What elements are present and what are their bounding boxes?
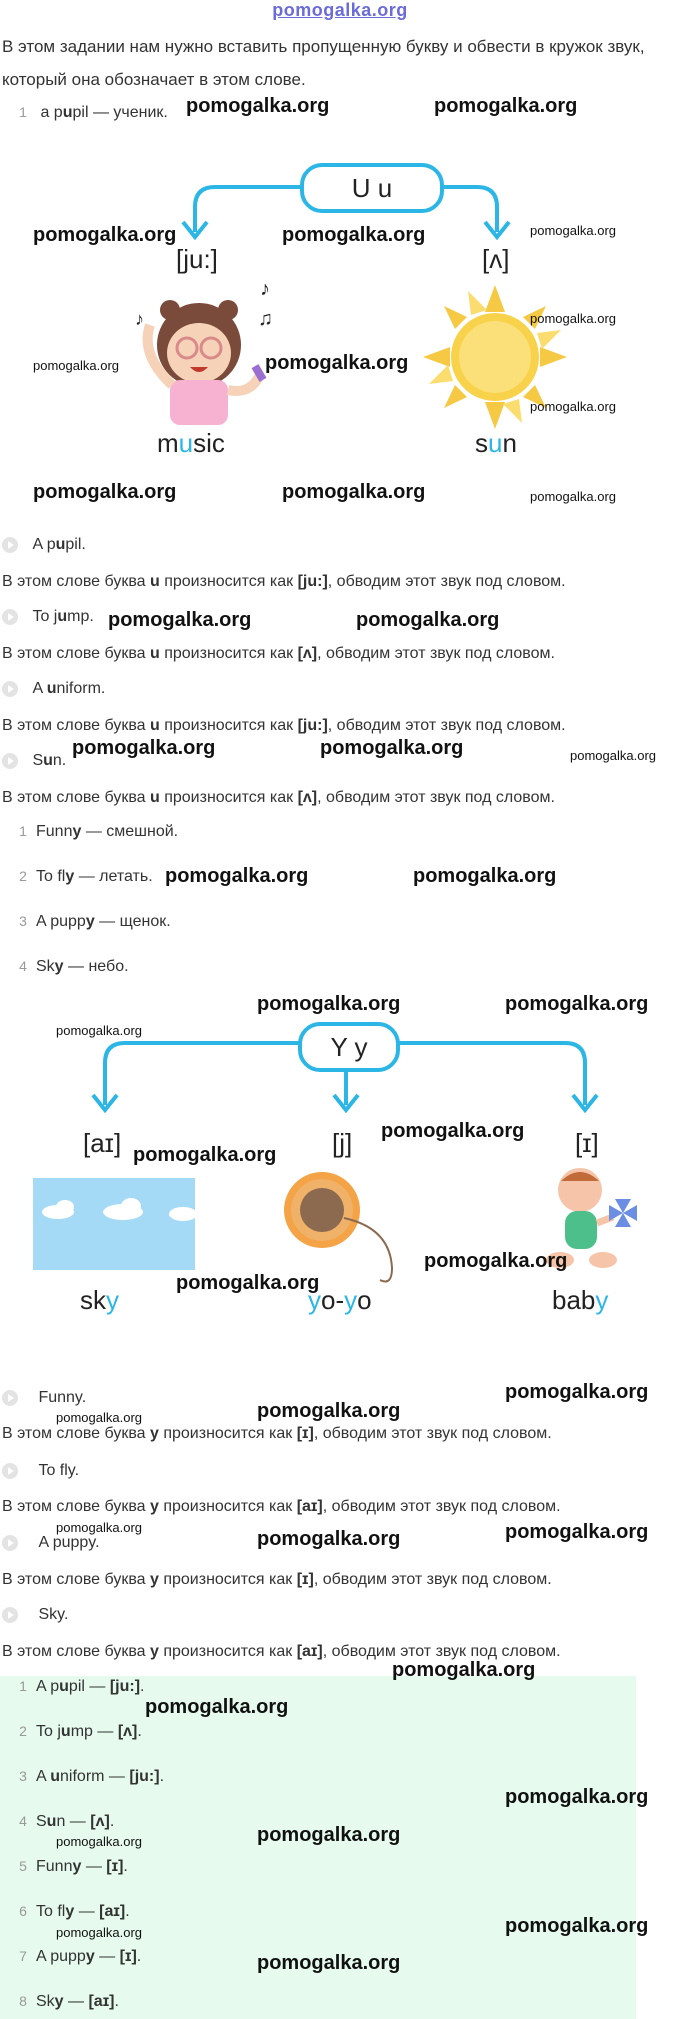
answer-sound: [aɪ]: [99, 1903, 126, 1920]
answer-text: —: [81, 1858, 107, 1875]
answer-number: 7: [19, 1948, 27, 1964]
expl-letter: y: [149, 1425, 159, 1442]
ex-text: niform.: [56, 680, 106, 697]
watermark: pomogalka.org: [530, 223, 616, 238]
expl-sound: [ɪ]: [296, 1571, 314, 1588]
watermark: pomogalka.org: [72, 737, 216, 759]
watermark: pomogalka.org: [33, 224, 177, 246]
watermark: pomogalka.org: [257, 993, 401, 1015]
expl-text: произносится как: [158, 1571, 297, 1588]
expl-sound: [ɪ]: [296, 1425, 314, 1442]
answer-text: .: [123, 1858, 128, 1875]
y-explanation-2: [2, 1498, 561, 1516]
word-baby: [552, 1285, 608, 1316]
word-sky: [80, 1285, 119, 1316]
watermark: pomogalka.org: [356, 609, 500, 631]
answer-5: [10, 1858, 128, 1876]
item-text-pre: a p: [40, 104, 63, 121]
item-text: To fl: [36, 868, 66, 885]
answer-text: niform —: [60, 1768, 130, 1785]
expl-text: произносится как: [158, 1425, 297, 1442]
expl-text: В этом слове буква: [2, 717, 150, 734]
example-2: [2, 608, 94, 626]
play-audio-icon[interactable]: [2, 609, 18, 625]
answer-text: .: [159, 1768, 165, 1785]
item-letter: y: [54, 958, 64, 975]
answer-letter: u: [59, 1678, 69, 1695]
watermark: pomogalka.org: [33, 358, 119, 373]
word-part: s: [475, 428, 488, 458]
answer-text: n —: [56, 1813, 91, 1830]
answer-letter: u: [60, 1723, 71, 1740]
watermark: pomogalka.org: [392, 1659, 536, 1681]
explanation-2: [2, 645, 555, 663]
answer-text: Funn: [36, 1858, 73, 1875]
answer-8: [10, 1993, 119, 2011]
answer-number: 6: [19, 1903, 27, 1919]
watermark: pomogalka.org: [320, 737, 464, 759]
ex-letter: u: [57, 608, 68, 625]
explanation-1: [2, 573, 566, 591]
answer-sound: [ʌ]: [90, 1813, 110, 1830]
word-part: o-: [321, 1285, 345, 1315]
explanation-4: [2, 789, 555, 807]
expl-text: произносится как: [159, 789, 298, 806]
ex-letter: u: [43, 752, 53, 769]
word-part: m: [157, 428, 179, 458]
watermark: pomogalka.org: [56, 1834, 142, 1849]
watermark: pomogalka.org: [56, 1520, 142, 1535]
ex-text: A p: [32, 536, 56, 553]
answer-text: mp —: [70, 1723, 118, 1740]
item-text: — летать.: [74, 868, 153, 885]
word-music: [157, 428, 225, 459]
task2-item-2: [10, 868, 153, 886]
answer-2: [10, 1723, 142, 1741]
expl-text: , обводим этот звук под словом.: [313, 1571, 552, 1588]
expl-text: , обводим этот звук под словом.: [317, 645, 555, 662]
answer-letter: y: [54, 1993, 64, 2010]
watermark: pomogalka.org: [257, 1528, 401, 1550]
item-text: — небо.: [63, 958, 129, 975]
watermark: pomogalka.org: [257, 1400, 401, 1422]
answer-text: Sk: [36, 1993, 55, 2010]
answer-sound: [aɪ]: [88, 1993, 115, 2010]
answer-number: 8: [19, 1993, 27, 2009]
watermark: pomogalka.org: [434, 95, 578, 117]
task-intro: В этом задании нам нужно вставить пропущенную букву и обвести в кружок звук, который она обозначает в этом слове.: [2, 37, 645, 89]
expl-text: произносится как: [159, 717, 298, 734]
word-part: n: [502, 428, 517, 458]
answer-number: 2: [19, 1723, 27, 1739]
expl-sound: [aɪ]: [296, 1643, 323, 1660]
watermark: pomogalka.org: [108, 609, 252, 631]
answer-3: [10, 1768, 164, 1786]
watermark: pomogalka.org: [56, 1410, 142, 1425]
expl-sound: [aɪ]: [296, 1498, 323, 1515]
watermark: pomogalka.org: [424, 1250, 568, 1272]
watermark: pomogalka.org: [505, 993, 649, 1015]
watermark: pomogalka.org: [133, 1144, 277, 1166]
expl-sound: [ju:]: [297, 717, 328, 734]
word-highlight: u: [178, 428, 194, 458]
y-example-2: [2, 1462, 79, 1480]
answer-6: [10, 1903, 130, 1921]
expl-text: В этом слове буква: [2, 1643, 150, 1660]
word-part: sk: [80, 1285, 106, 1315]
explanation-3: [2, 717, 566, 735]
ex-text: n.: [52, 752, 67, 769]
watermark: pomogalka.org: [413, 865, 557, 887]
expl-sound: [ʌ]: [297, 789, 318, 806]
answer-text: To fl: [36, 1903, 66, 1920]
watermark: pomogalka.org: [257, 1952, 401, 1974]
site-logo[interactable]: pomogalka.org: [272, 0, 408, 20]
expl-letter: u: [149, 573, 160, 590]
expl-letter: u: [149, 717, 160, 734]
ex-text: Funny.: [38, 1389, 87, 1406]
ex-text: A puppy.: [38, 1534, 100, 1551]
answer-1: [10, 1678, 144, 1696]
u-letter-box: U u: [300, 163, 444, 213]
item-text: — смешной.: [81, 823, 179, 840]
watermark: pomogalka.org: [186, 95, 330, 117]
item-text: A pupp: [36, 913, 86, 930]
expl-text: произносится как: [159, 645, 298, 662]
answer-letter: y: [72, 1858, 82, 1875]
answer-letter: u: [50, 1768, 61, 1785]
svg-text:♪: ♪: [135, 309, 144, 329]
example-1: [2, 536, 86, 554]
expl-text: произносится как: [158, 1498, 297, 1515]
watermark: pomogalka.org: [165, 865, 309, 887]
answer-sound: [ʌ]: [117, 1723, 138, 1740]
play-audio-icon[interactable]: [2, 681, 18, 697]
expl-letter: y: [149, 1571, 159, 1588]
svg-text:♪: ♪: [260, 278, 270, 300]
ipa-i: [ɪ]: [575, 1128, 599, 1158]
answer-sound: [ɪ]: [106, 1858, 124, 1875]
ex-text: pil.: [65, 536, 86, 553]
answer-sound: [ɪ]: [119, 1948, 137, 1965]
expl-text: , обводим этот звук под словом.: [313, 1425, 552, 1442]
answer-number: 1: [19, 1678, 27, 1694]
play-audio-icon[interactable]: [2, 753, 18, 769]
answer-sound: [ju:]: [109, 1678, 141, 1695]
item-text: Sk: [36, 958, 55, 975]
answer-letter: y: [65, 1903, 75, 1920]
expl-text: , обводим этот звук под словом.: [322, 1498, 561, 1515]
watermark: pomogalka.org: [530, 399, 616, 414]
expl-text: В этом слове буква: [2, 645, 150, 662]
ex-letter: u: [55, 536, 66, 553]
expl-text: , обводим этот звук под словом.: [327, 717, 566, 734]
yoyo-illustration: [280, 1168, 405, 1288]
watermark: pomogalka.org: [530, 489, 616, 504]
watermark: pomogalka.org: [505, 1915, 649, 1937]
task2-item-3: [10, 913, 171, 931]
expl-text: произносится как: [158, 1643, 297, 1660]
play-audio-icon[interactable]: [2, 1390, 18, 1406]
answer-text: S: [36, 1813, 47, 1830]
expl-sound: [ʌ]: [297, 645, 318, 662]
word-highlight: y: [344, 1285, 358, 1315]
example-3: [2, 680, 105, 698]
y-explanation-3: [2, 1571, 552, 1589]
y-letter-box: Y y: [298, 1022, 400, 1072]
answer-letter: y: [85, 1948, 95, 1965]
watermark: pomogalka.org: [257, 1824, 401, 1846]
answer-text: A pupp: [36, 1948, 86, 1965]
answer-text: —: [94, 1948, 120, 1965]
expl-text: В этом слове буква: [2, 1425, 150, 1442]
expl-text: В этом слове буква: [2, 789, 150, 806]
ex-text: mp.: [67, 608, 94, 625]
expl-text: , обводим этот звук под словом.: [317, 789, 555, 806]
answer-number: 5: [19, 1858, 27, 1874]
answer-text: A p: [36, 1678, 60, 1695]
item-letter: y: [72, 823, 82, 840]
sky-illustration: [33, 1178, 195, 1270]
expl-text: В этом слове буква: [2, 573, 150, 590]
ex-text: To j: [32, 608, 58, 625]
y-example-4: [2, 1606, 68, 1624]
expl-letter: u: [149, 645, 160, 662]
item-text: Funn: [36, 823, 73, 840]
example-4: [2, 752, 66, 770]
watermark: pomogalka.org: [530, 311, 616, 326]
watermark: pomogalka.org: [33, 481, 177, 503]
expl-text: , обводим этот звук под словом.: [322, 1643, 561, 1660]
watermark: pomogalka.org: [381, 1120, 525, 1142]
expl-text: В этом слове буква: [2, 1571, 150, 1588]
item-letter: y: [65, 868, 75, 885]
answer-text: A: [36, 1768, 51, 1785]
word-highlight: y: [106, 1285, 119, 1315]
ipa-uh: [ʌ]: [482, 244, 510, 274]
word-highlight: y: [308, 1285, 321, 1315]
answer-text: pil —: [68, 1678, 110, 1695]
girl-music-illustration: [110, 275, 290, 425]
expl-letter: y: [149, 1498, 159, 1515]
answer-text: .: [140, 1678, 145, 1695]
item-number: 3: [19, 913, 27, 929]
answer-text: —: [63, 1993, 89, 2010]
y-example-3: [2, 1534, 100, 1552]
item-text-post: pil — ученик.: [72, 104, 168, 121]
play-audio-icon[interactable]: [2, 1607, 18, 1623]
y-explanation-1: [2, 1425, 552, 1443]
answer-sound: [ju:]: [129, 1768, 160, 1785]
ipa-ai: [aɪ]: [83, 1128, 122, 1158]
item-letter: y: [85, 913, 95, 930]
word-part: o: [357, 1285, 372, 1315]
answer-text: .: [109, 1813, 115, 1830]
expl-text: , обводим этот звук под словом.: [327, 573, 566, 590]
answer-text: .: [136, 1948, 142, 1965]
task1-item: [10, 104, 168, 122]
answer-4: [10, 1813, 114, 1831]
watermark: pomogalka.org: [282, 481, 426, 503]
expl-sound: [ju:]: [297, 573, 328, 590]
word-part: bab: [552, 1285, 596, 1315]
svg-text:♫: ♫: [258, 308, 273, 330]
watermark: pomogalka.org: [505, 1381, 649, 1403]
watermark: pomogalka.org: [282, 224, 426, 246]
watermark: pomogalka.org: [145, 1696, 289, 1718]
ex-text: Sky.: [38, 1606, 69, 1623]
expl-text: В этом слове буква: [2, 1498, 150, 1515]
item-number: 4: [19, 958, 27, 974]
item-number: 2: [19, 868, 27, 884]
watermark: pomogalka.org: [176, 1272, 320, 1294]
word-highlight: u: [488, 428, 503, 458]
word-sun: [475, 428, 517, 459]
watermark: pomogalka.org: [56, 1925, 142, 1940]
word-part: sic: [193, 428, 225, 458]
play-audio-icon[interactable]: [2, 1535, 18, 1551]
answer-text: —: [74, 1903, 100, 1920]
watermark: pomogalka.org: [570, 748, 656, 763]
item-text: — щенок.: [94, 913, 171, 930]
ex-text: To fly.: [38, 1462, 80, 1479]
ex-text: S: [32, 752, 44, 769]
ex-letter: u: [46, 680, 57, 697]
task2-item-4: [10, 958, 129, 976]
watermark: pomogalka.org: [265, 352, 409, 374]
watermark: pomogalka.org: [56, 1023, 142, 1038]
answer-text: .: [125, 1903, 130, 1920]
play-audio-icon[interactable]: [2, 1463, 18, 1479]
y-example-1: [2, 1389, 86, 1407]
item-number: 1: [19, 823, 27, 839]
answer-letter: u: [46, 1813, 57, 1830]
answer-7: [10, 1948, 141, 1966]
answer-number: 4: [19, 1813, 27, 1829]
expl-letter: y: [149, 1643, 159, 1660]
ex-text: A: [32, 680, 47, 697]
task2-item-1: [10, 823, 178, 841]
watermark: pomogalka.org: [505, 1521, 649, 1543]
word-highlight: y: [595, 1285, 609, 1315]
ipa-ju: [ju:]: [176, 244, 218, 274]
item-letter: u: [62, 104, 73, 121]
expl-text: произносится как: [159, 573, 298, 590]
ipa-j: [j]: [332, 1128, 353, 1158]
answer-text: To j: [36, 1723, 61, 1740]
answer-text: .: [137, 1723, 142, 1740]
play-audio-icon[interactable]: [2, 537, 18, 553]
expl-letter: u: [149, 789, 160, 806]
item-number: 1: [19, 104, 27, 120]
answer-number: 3: [19, 1768, 27, 1784]
answer-text: .: [114, 1993, 119, 2010]
watermark: pomogalka.org: [505, 1786, 649, 1808]
